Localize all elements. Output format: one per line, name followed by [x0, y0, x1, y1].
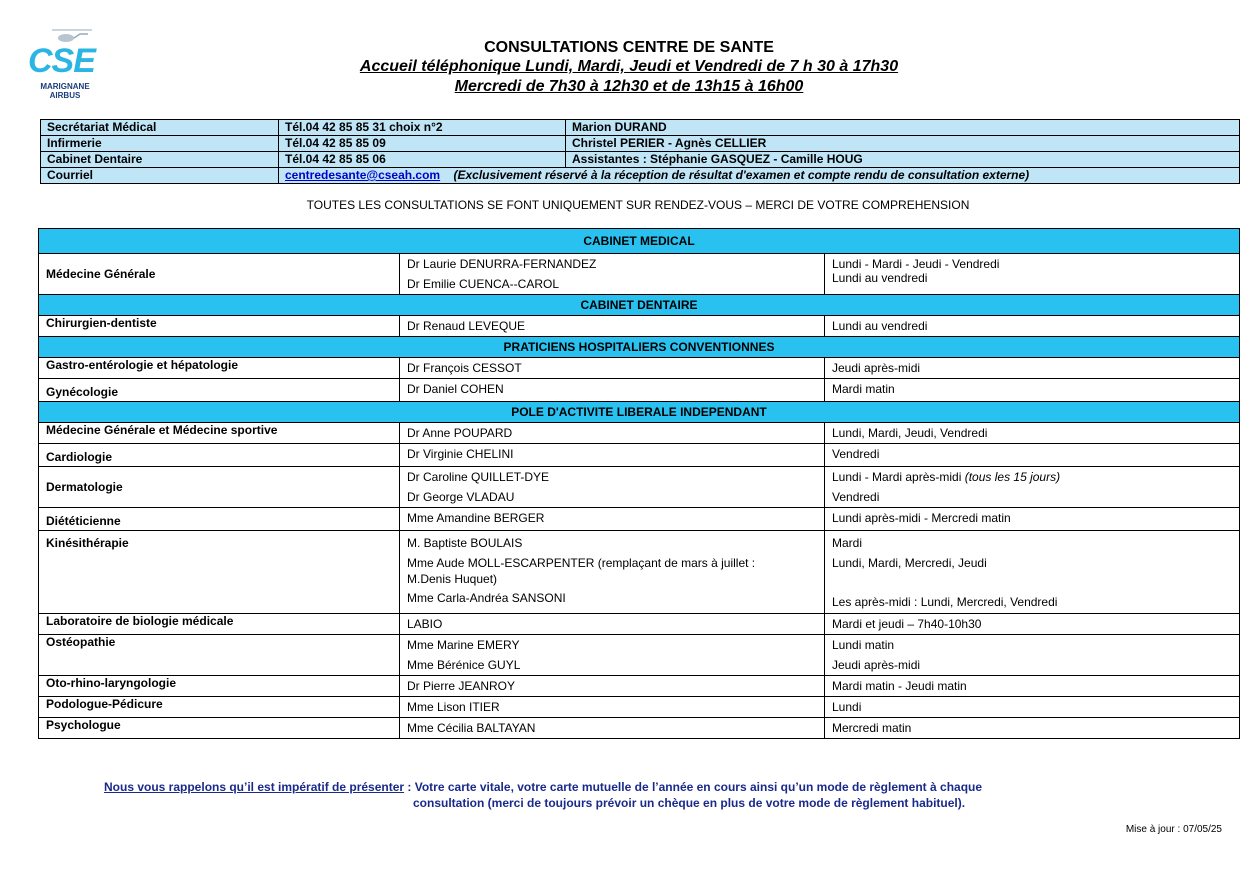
contact-label: Cabinet Dentaire	[41, 152, 279, 168]
contact-people: Christel PERIER - Agnès CELLIER	[566, 136, 1240, 152]
practitioner: Mme Lison ITIER	[407, 700, 500, 714]
email-link[interactable]: centredesante@cseah.com	[285, 168, 441, 182]
specialty: Médecine Générale	[39, 254, 400, 295]
page-title: CONSULTATIONS CENTRE DE SANTE	[484, 39, 774, 56]
section-header	[39, 337, 1240, 358]
day-text: Mercredi matin	[832, 721, 912, 735]
contact-row	[41, 152, 1240, 168]
table-row	[39, 697, 1240, 718]
specialty-text: Gynécologie	[46, 385, 119, 399]
contact-row	[41, 168, 1240, 184]
table-row	[39, 316, 1240, 337]
table-row	[39, 358, 1240, 379]
specialty	[39, 358, 400, 379]
contact-table	[40, 119, 1240, 184]
specialty-text: Médecine Générale et Médecine sportive	[46, 423, 278, 437]
contact-row	[41, 136, 1240, 152]
specialty-text: Cardiologie	[46, 450, 113, 464]
specialty	[39, 444, 400, 467]
practitioner: Dr Renaud LEVEQUE	[407, 319, 526, 333]
day-text: Mardi	[832, 536, 863, 550]
section-praticiens: PRATICIENS HOSPITALIERS CONVENTIONNES	[39, 337, 1240, 358]
logo-subtitle-2: AIRBUS	[49, 91, 81, 100]
practitioners	[400, 316, 825, 337]
specialty	[39, 423, 400, 444]
day-text: Lundi au vendredi	[832, 319, 928, 333]
day-text: Vendredi	[832, 490, 880, 504]
practitioners	[400, 635, 825, 676]
days	[825, 444, 1240, 467]
contact-email-cell	[279, 168, 1240, 184]
contact-row	[41, 120, 1240, 136]
contact-label: Infirmerie	[41, 136, 279, 152]
wednesday-hours-line: Mercredi de 7h30 à 12h30 et de 13h15 à 16h00	[454, 78, 804, 95]
specialty-text: Gastro-entérologie et hépatologie	[46, 358, 239, 372]
days	[825, 423, 1240, 444]
specialty-text: Ostéopathie	[46, 635, 116, 649]
day-text: Vendredi	[832, 447, 880, 461]
practitioner: M. Baptiste BOULAIS	[407, 536, 523, 550]
contact-label: Courriel	[41, 168, 279, 184]
practitioner: Mme Carla-Andréa SANSONI	[407, 591, 566, 605]
specialty-text: Chirurgien-dentiste	[46, 316, 157, 330]
specialty: Dermatologie	[39, 467, 400, 508]
practitioner: Dr Emilie CUENCA--CAROL	[407, 277, 560, 291]
section-cabinet-medical: CABINET MEDICAL	[39, 229, 1240, 254]
contact-phone: Tél.04 42 85 85 09	[279, 136, 566, 152]
days	[825, 379, 1240, 402]
days	[825, 614, 1240, 635]
section-pole: POLE D'ACTIVITE LIBERALE INDEPENDANT	[39, 402, 1240, 423]
section-header	[39, 229, 1240, 254]
update-date: Mise à jour : 07/05/25	[1125, 824, 1222, 835]
practitioners	[400, 467, 825, 508]
section-cabinet-dentaire: CABINET DENTAIRE	[39, 295, 1240, 316]
specialty-text: Diététicienne	[46, 514, 121, 528]
email-note: (Exclusivement réservé à la réception de résultat d'examen et compte rendu de consultation externe)	[453, 168, 1030, 182]
practitioner-note: M.Denis Huquet)	[407, 572, 498, 586]
day-text: Lundi, Mardi, Jeudi, Vendredi	[832, 426, 988, 440]
logo-subtitle-1: MARIGNANE	[40, 82, 90, 91]
specialty	[39, 316, 400, 337]
days	[825, 316, 1240, 337]
reminder-line-2: consultation (merci de toujours prévoir un chèque en plus de votre mode de règlement habituel).	[413, 796, 966, 810]
days	[825, 635, 1240, 676]
day-text: Jeudi après-midi	[832, 658, 921, 672]
day-text: Mardi et jeudi – 7h40-10h30	[832, 617, 982, 631]
practitioners	[400, 444, 825, 467]
day-text: Mardi matin	[832, 382, 895, 396]
practitioner: Mme Marine EMERY	[407, 638, 520, 652]
practitioners	[400, 697, 825, 718]
section-header	[39, 402, 1240, 423]
practitioner: Dr Caroline QUILLET-DYE	[407, 470, 550, 484]
practitioners	[400, 358, 825, 379]
specialty-text: Oto-rhino-laryngologie	[46, 676, 176, 690]
day-text: Lundi matin	[832, 638, 895, 652]
contact-people: Assistantes : Stéphanie GASQUEZ - Camille HOUG	[566, 152, 1240, 168]
practitioner: Mme Aude MOLL-ESCARPENTER (remplaçant de mars à juillet :	[407, 556, 756, 570]
practitioner: Dr Pierre JEANROY	[407, 679, 516, 693]
practitioners	[400, 531, 825, 614]
practitioner: Dr François CESSOT	[407, 361, 522, 375]
day-text: Lundi, Mardi, Mercredi, Jeudi	[832, 556, 987, 570]
days	[825, 254, 1240, 295]
table-row	[39, 635, 1240, 676]
practitioners	[400, 254, 825, 295]
section-header	[39, 295, 1240, 316]
table-row	[39, 718, 1240, 739]
days	[825, 718, 1240, 739]
specialty-text: Podologue-Pédicure	[46, 697, 163, 711]
practitioner: Mme Amandine BERGER	[407, 511, 545, 525]
table-row	[39, 379, 1240, 402]
practitioners	[400, 423, 825, 444]
appointment-notice: TOUTES LES CONSULTATIONS SE FONT UNIQUEMENT SUR RENDEZ-VOUS – MERCI DE VOTRE COMPREHENSION	[306, 198, 970, 212]
specialty	[39, 379, 400, 402]
specialty	[39, 508, 400, 531]
specialty	[39, 635, 400, 676]
table-row	[39, 531, 1240, 614]
table-row	[39, 444, 1240, 467]
practitioner: Dr George VLADAU	[407, 490, 515, 504]
days	[825, 508, 1240, 531]
reminder-note	[104, 779, 982, 811]
day-text: Les après-midi : Lundi, Mercredi, Vendredi	[832, 595, 1058, 609]
reminder-lead: Nous vous rappelons qu’il est impératif de présenter	[104, 780, 405, 794]
specialty-text: Laboratoire de biologie médicale	[46, 614, 234, 628]
practitioner: Mme Bérénice GUYL	[407, 658, 521, 672]
specialty	[39, 697, 400, 718]
specialty	[39, 676, 400, 697]
day-text: Lundi	[832, 700, 862, 714]
practitioner: Dr Laurie DENURRA-FERNANDEZ	[407, 257, 597, 271]
day-text: Lundi - Mardi - Jeudi - Vendredi	[832, 257, 1000, 271]
practitioner: Dr Virginie CHELINI	[407, 447, 514, 461]
specialty	[39, 718, 400, 739]
day-main: Lundi - Mardi après-midi	[832, 470, 965, 484]
practitioners	[400, 614, 825, 635]
day-text	[832, 467, 1232, 487]
practitioners	[400, 718, 825, 739]
days	[825, 467, 1240, 508]
contact-people: Marion DURAND	[566, 120, 1240, 136]
days	[825, 697, 1240, 718]
practitioner: Dr Daniel COHEN	[407, 382, 504, 396]
table-row	[39, 508, 1240, 531]
table-row	[39, 614, 1240, 635]
days	[825, 676, 1240, 697]
practitioners	[400, 379, 825, 402]
contact-phone: Tél.04 42 85 85 31 choix n°2	[279, 120, 566, 136]
days	[825, 531, 1240, 614]
consultations-table	[38, 228, 1240, 739]
specialty-text: Psychologue	[46, 718, 121, 732]
specialty	[39, 531, 400, 614]
contact-phone: Tél.04 42 85 85 06	[279, 152, 566, 168]
opening-hours-line: Accueil téléphonique Lundi, Mardi, Jeudi et Vendredi de 7 h 30 à 17h30	[359, 58, 899, 75]
contact-label: Secrétariat Médical	[41, 120, 279, 136]
reminder-line-1: : Votre carte vitale, votre carte mutuelle de l’année en cours ainsi qu’un mode de règlement à chaque	[404, 780, 983, 794]
specialty	[39, 614, 400, 635]
day-text: Mardi matin - Jeudi matin	[832, 679, 967, 693]
specialty-text: Kinésithérapie	[46, 536, 129, 550]
page-heading	[0, 38, 1258, 97]
day-note: (tous les 15 jours)	[964, 470, 1061, 484]
table-row	[39, 254, 1240, 295]
day-text: Jeudi après-midi	[832, 361, 921, 375]
practitioners	[400, 676, 825, 697]
practitioner: Dr Anne POUPARD	[407, 426, 513, 440]
table-row	[39, 467, 1240, 508]
practitioner: LABIO	[407, 617, 443, 631]
logo-text: CSE	[28, 42, 95, 80]
table-row	[39, 423, 1240, 444]
practitioners	[400, 508, 825, 531]
table-row	[39, 676, 1240, 697]
day-text: Lundi au vendredi	[832, 271, 928, 285]
days	[825, 358, 1240, 379]
day-text: Lundi après-midi - Mercredi matin	[832, 511, 1011, 525]
practitioner: Mme Cécilia BALTAYAN	[407, 721, 536, 735]
